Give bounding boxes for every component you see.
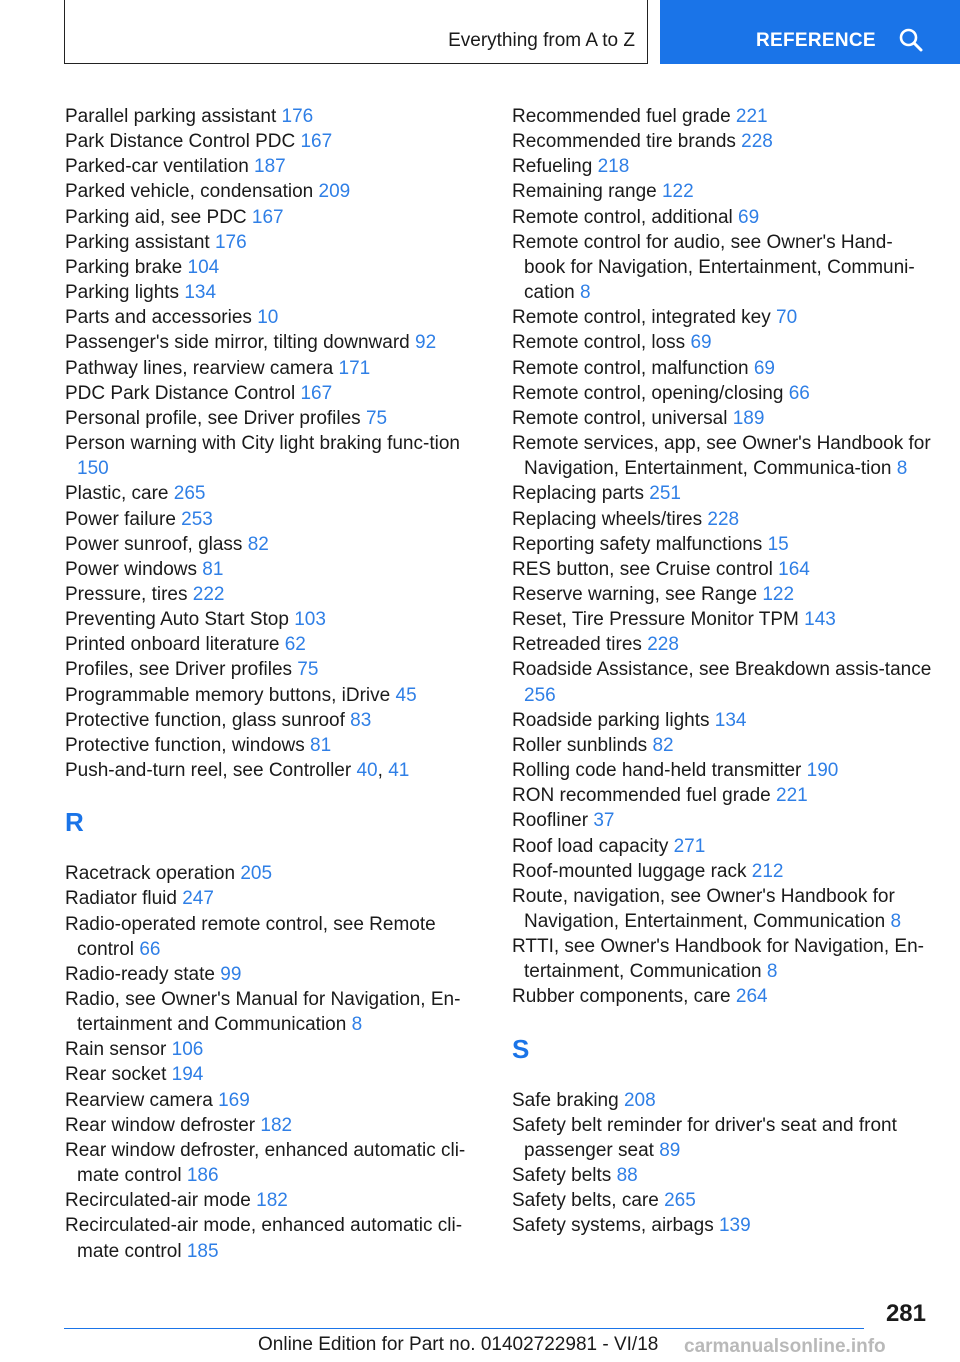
- index-term: Printed onboard literature: [65, 634, 285, 656]
- page-link[interactable]: 69: [690, 332, 712, 354]
- page-link[interactable]: 82: [652, 734, 674, 756]
- index-term: Remote control, malfunction: [512, 357, 754, 379]
- index-entry: [65, 1037, 485, 1062]
- index-term: Parking aid, see PDC: [65, 206, 252, 228]
- page-link[interactable]: 134: [714, 709, 747, 731]
- index-entry: [512, 884, 932, 934]
- index-entry: [65, 129, 485, 154]
- index-entry: [65, 255, 485, 280]
- index-entry: [512, 607, 932, 632]
- index-entry: [512, 154, 932, 179]
- index-term: Power sunroof, glass: [65, 533, 248, 555]
- index-entry: [65, 305, 485, 330]
- page-number: 281: [885, 1300, 926, 1327]
- page-link[interactable]: 83: [350, 709, 372, 731]
- index-entry: [65, 657, 485, 682]
- page-link[interactable]: 194: [171, 1064, 204, 1086]
- index-term: Safe braking: [512, 1089, 624, 1111]
- page-link[interactable]: 8: [896, 458, 908, 480]
- index-term: Personal profile, see Driver profiles: [65, 407, 366, 429]
- index-term: Power failure: [65, 508, 182, 530]
- index-term: Protective function, windows: [65, 734, 311, 756]
- edition-note: Online Edition for Part no. 01402722981 - VI/18: [258, 1334, 659, 1355]
- page-link[interactable]: 189: [732, 407, 765, 429]
- section-letter: S: [512, 1033, 530, 1064]
- index-term: Person warning with City light braking func-tion: [65, 433, 460, 455]
- page-link[interactable]: 169: [218, 1089, 250, 1111]
- page-link[interactable]: 66: [788, 382, 810, 404]
- index-term: Roofliner: [512, 810, 594, 832]
- index-entry: [65, 154, 485, 179]
- index-term: Remaining range: [512, 181, 662, 203]
- index-entry: [512, 758, 932, 783]
- index-entry: [512, 230, 932, 305]
- index-entry: [512, 406, 932, 431]
- index-column-right: [512, 104, 932, 1239]
- index-term: Remote control, integrated key: [512, 307, 777, 329]
- index-entry: [512, 1188, 932, 1213]
- page-link[interactable]: 99: [220, 963, 242, 985]
- index-term: Roadside parking lights: [512, 709, 715, 731]
- section-title: Everything from A to Z: [448, 29, 635, 51]
- index-entry: [512, 733, 932, 758]
- index-entry: [65, 582, 485, 607]
- index-term: Remote control, opening/closing: [512, 382, 789, 404]
- index-entry: [65, 532, 485, 557]
- index-term: Roadside Assistance, see Breakdown assis-tance: [512, 659, 932, 681]
- page-link[interactable]: 37: [593, 810, 615, 832]
- page-link[interactable]: 212: [751, 860, 784, 882]
- index-term: Remote control, additional: [512, 206, 739, 228]
- page-link[interactable]: 45: [395, 684, 417, 706]
- index-entry: [65, 861, 485, 886]
- page-link[interactable]: 41: [388, 760, 410, 782]
- index-entry: [512, 859, 932, 884]
- index-entry: [65, 1113, 485, 1138]
- page-link[interactable]: 228: [741, 131, 773, 153]
- index-entry: [65, 280, 485, 305]
- page-link[interactable]: 8: [890, 911, 902, 932]
- page-link[interactable]: 139: [718, 1215, 751, 1237]
- index-entry: [512, 330, 932, 355]
- page-link[interactable]: 89: [659, 1139, 681, 1161]
- index-entry: [65, 205, 485, 230]
- index-entry: [65, 179, 485, 204]
- page-link[interactable]: 75: [365, 407, 388, 429]
- index-term: Passenger's side mirror, tilting downward: [65, 332, 415, 354]
- watermark: carmanualsonline.info: [684, 1336, 886, 1357]
- page-link[interactable]: 104: [187, 256, 220, 278]
- index-term: Safety belts: [512, 1165, 617, 1187]
- page-link[interactable]: 143: [804, 609, 836, 631]
- page-link[interactable]: 205: [240, 863, 273, 885]
- index-term: Reporting safety malfunctions: [512, 533, 768, 555]
- page-link[interactable]: 171: [338, 357, 371, 379]
- index-term: Safety belt reminder for driver's seat and front passenger seat: [512, 1114, 897, 1161]
- page-link[interactable]: 264: [735, 986, 768, 1008]
- index-term: RON recommended fuel grade: [512, 785, 777, 807]
- index-entry: [512, 507, 932, 532]
- index-entry: [512, 984, 932, 1009]
- page-link[interactable]: 186: [186, 1165, 219, 1187]
- index-term: Reserve warning, see Range: [512, 583, 763, 605]
- page-link[interactable]: 265: [173, 483, 206, 505]
- index-term: Rolling code hand-held transmitter: [512, 760, 807, 782]
- page-link[interactable]: 228: [707, 508, 740, 530]
- page-link[interactable]: 167: [251, 206, 284, 228]
- page-link[interactable]: 167: [300, 131, 333, 153]
- index-entry: [512, 582, 932, 607]
- index-term: Plastic, care: [65, 483, 174, 505]
- index-term: Protective function, glass sunroof: [65, 709, 351, 731]
- page-link[interactable]: 190: [806, 760, 839, 782]
- index-term: Parking assistant: [65, 231, 215, 253]
- index-term: Recommended fuel grade: [512, 106, 736, 127]
- page-link[interactable]: 69: [753, 357, 775, 379]
- page-link[interactable]: 81: [310, 734, 332, 756]
- index-term: Parts and accessories: [65, 307, 258, 329]
- index-term: Recommended tire brands: [512, 131, 742, 153]
- page-link[interactable]: 228: [647, 634, 679, 656]
- page-link[interactable]: 106: [171, 1039, 204, 1061]
- page-link[interactable]: 66: [139, 938, 161, 960]
- page-link[interactable]: 81: [202, 558, 224, 580]
- page-link[interactable]: 82: [247, 533, 269, 555]
- page-link[interactable]: 70: [776, 307, 798, 329]
- page-link[interactable]: 182: [260, 1114, 293, 1136]
- page-link[interactable]: 176: [281, 106, 314, 127]
- page-link[interactable]: 208: [623, 1089, 656, 1111]
- index-entry: [512, 205, 932, 230]
- index-term: Rain sensor: [65, 1039, 172, 1061]
- index-entry: [65, 733, 485, 758]
- page-link[interactable]: 222: [192, 583, 225, 605]
- page-link[interactable]: 221: [776, 785, 808, 807]
- index-term: Radio-operated remote control, see Remote control: [65, 913, 436, 960]
- index-entry: [65, 708, 485, 733]
- index-entry: [512, 1088, 932, 1113]
- page-link[interactable]: 182: [256, 1190, 288, 1212]
- index-entry: [65, 557, 485, 582]
- index-entry: [512, 481, 932, 506]
- index-term: Power windows: [65, 558, 203, 580]
- page-link[interactable]: 150: [77, 458, 109, 480]
- index-term: Remote control for audio, see Owner's Hand-book for Navigation, Entertainment, Communi-cation: [512, 231, 915, 304]
- running-header: [64, 0, 648, 64]
- page-link[interactable]: 164: [778, 558, 810, 580]
- index-term: Park Distance Control PDC: [65, 131, 301, 153]
- page-link[interactable]: 251: [649, 483, 681, 505]
- page-link[interactable]: 40: [356, 760, 378, 782]
- page-link[interactable]: 8: [766, 961, 778, 983]
- index-entry: [512, 1163, 932, 1188]
- page-link[interactable]: 69: [738, 206, 760, 228]
- page-link[interactable]: 265: [664, 1190, 696, 1212]
- index-term: Profiles, see Driver profiles: [65, 659, 298, 681]
- index-entry: [512, 934, 932, 984]
- index-term: Parked-car ventilation: [65, 156, 255, 178]
- index-entry: [65, 1138, 485, 1188]
- index-entry: [65, 381, 485, 406]
- index-term: Pressure, tires: [65, 583, 193, 605]
- index-term: Recirculated-air mode, enhanced automatic cli-mate control: [65, 1215, 463, 1262]
- index-entry: [65, 230, 485, 255]
- index-term: Remote services, app, see Owner's Handbook for Navigation, Entertainment, Communica-tion: [512, 433, 931, 480]
- index-entry: [65, 632, 485, 657]
- index-entry: [512, 305, 932, 330]
- page-link[interactable]: 176: [214, 231, 247, 253]
- index-term: Remote control, loss: [512, 332, 691, 354]
- index-term: Rubber components, care: [512, 986, 736, 1008]
- index-entry: [65, 1062, 485, 1087]
- page-link[interactable]: 209: [318, 181, 351, 203]
- index-entry: [512, 532, 932, 557]
- index-term: Roof load capacity: [512, 835, 674, 857]
- index-term: RES button, see Cruise control: [512, 558, 779, 580]
- index-term: Retreaded tires: [512, 634, 648, 656]
- page-link[interactable]: 247: [182, 888, 214, 910]
- index-term: Parallel parking assistant: [65, 106, 282, 127]
- index-entry: [65, 1213, 485, 1263]
- index-entry: [512, 1213, 932, 1238]
- index-entry: [512, 381, 932, 406]
- index-entry: [512, 834, 932, 859]
- index-term: Parking lights: [65, 282, 185, 304]
- page-link[interactable]: 122: [762, 583, 795, 605]
- index-entry: [512, 431, 932, 481]
- index-entry: [512, 708, 932, 733]
- page-link[interactable]: 221: [735, 106, 768, 127]
- index-term: Roof-mounted luggage rack: [512, 860, 752, 882]
- page-link[interactable]: 8: [351, 1014, 363, 1036]
- index-term: Push-and-turn reel, see Controller: [65, 760, 357, 782]
- index-entry: [65, 683, 485, 708]
- index-term: Preventing Auto Start Stop: [65, 609, 295, 631]
- page-link[interactable]: 62: [284, 634, 306, 656]
- page-link[interactable]: 253: [181, 508, 213, 530]
- index-entry: [65, 406, 485, 431]
- index-term: Parked vehicle, condensation: [65, 181, 319, 203]
- index-entry: [65, 431, 485, 481]
- index-term: Replacing wheels/tires: [512, 508, 708, 530]
- index-term: Remote control, universal: [512, 407, 733, 429]
- page-link[interactable]: 10: [257, 307, 279, 329]
- search-icon[interactable]: [898, 27, 924, 53]
- index-term: Radio, see Owner's Manual for Navigation, En-tertainment and Communication: [65, 989, 461, 1036]
- index-entry: [512, 657, 932, 707]
- index-entry: [512, 783, 932, 808]
- page-separator: ,: [377, 760, 389, 782]
- chapter-tab[interactable]: [660, 0, 960, 64]
- page-link[interactable]: 134: [184, 282, 217, 304]
- index-term: Radio-ready state: [65, 963, 221, 985]
- index-term: Reset, Tire Pressure Monitor TPM: [512, 609, 805, 631]
- index-term: Safety systems, airbags: [512, 1215, 719, 1237]
- index-entry: [512, 104, 932, 129]
- page-link[interactable]: 185: [186, 1240, 219, 1262]
- index-entry: [512, 632, 932, 657]
- index-entry: [65, 507, 485, 532]
- index-term: PDC Park Distance Control: [65, 382, 301, 404]
- index-entry: [512, 179, 932, 204]
- index-entry: [65, 758, 485, 783]
- index-entry: [65, 607, 485, 632]
- index-entry: [65, 962, 485, 987]
- index-entry: [65, 1088, 485, 1113]
- index-term: Refueling: [512, 156, 598, 178]
- index-entry: [512, 356, 932, 381]
- page-link[interactable]: 15: [767, 533, 789, 555]
- index-entry: [65, 987, 485, 1037]
- index-term: Pathway lines, rearview camera: [65, 357, 339, 379]
- section-letter: R: [65, 807, 84, 838]
- index-entry: [65, 1188, 485, 1213]
- index-entry: [512, 1113, 932, 1163]
- page-link[interactable]: 103: [294, 609, 326, 631]
- index-term: Racetrack operation: [65, 863, 241, 885]
- index-column-left: [65, 104, 485, 1264]
- page-link[interactable]: 88: [616, 1165, 638, 1187]
- page-link[interactable]: 167: [300, 382, 333, 404]
- index-term: Programmable memory buttons, iDrive: [65, 684, 396, 706]
- index-entry: [65, 912, 485, 962]
- page-link[interactable]: 218: [597, 156, 630, 178]
- page-link[interactable]: 271: [673, 835, 706, 857]
- index-entry: [65, 886, 485, 911]
- page-link[interactable]: 8: [579, 282, 591, 304]
- index-term: Safety belts, care: [512, 1190, 665, 1212]
- index-term: Recirculated-air mode: [65, 1190, 257, 1212]
- chapter-label: REFERENCE: [756, 30, 876, 51]
- index-term: Replacing parts: [512, 483, 650, 505]
- index-term: Rear socket: [65, 1064, 172, 1086]
- page-link[interactable]: 75: [297, 659, 319, 681]
- page-link[interactable]: 256: [524, 684, 556, 706]
- index-term: Rearview camera: [65, 1089, 219, 1111]
- index-entry: [65, 330, 485, 355]
- page-link[interactable]: 92: [415, 332, 437, 354]
- index-entry: [65, 356, 485, 381]
- footer-divider: [64, 1328, 864, 1329]
- index-entry: [512, 557, 932, 582]
- index-entry: [512, 129, 932, 154]
- index-term: Radiator fluid: [65, 888, 183, 910]
- index-term: Roller sunblinds: [512, 734, 653, 756]
- index-entry: [65, 104, 485, 129]
- index-term: Parking brake: [65, 256, 188, 278]
- index-entry: [65, 481, 485, 506]
- index-term: Route, navigation, see Owner's Handbook for Navigation, Entertainment, Communication: [512, 885, 895, 932]
- index-entry: [512, 808, 932, 833]
- index-term: Rear window defroster: [65, 1114, 261, 1136]
- index-term: Rear window defroster, enhanced automatic cli-mate control: [65, 1139, 466, 1187]
- index-term: RTTI, see Owner's Handbook for Navigation, En-tertainment, Communication: [512, 936, 924, 983]
- page-link[interactable]: 122: [661, 181, 694, 203]
- page-link[interactable]: 187: [254, 156, 286, 178]
